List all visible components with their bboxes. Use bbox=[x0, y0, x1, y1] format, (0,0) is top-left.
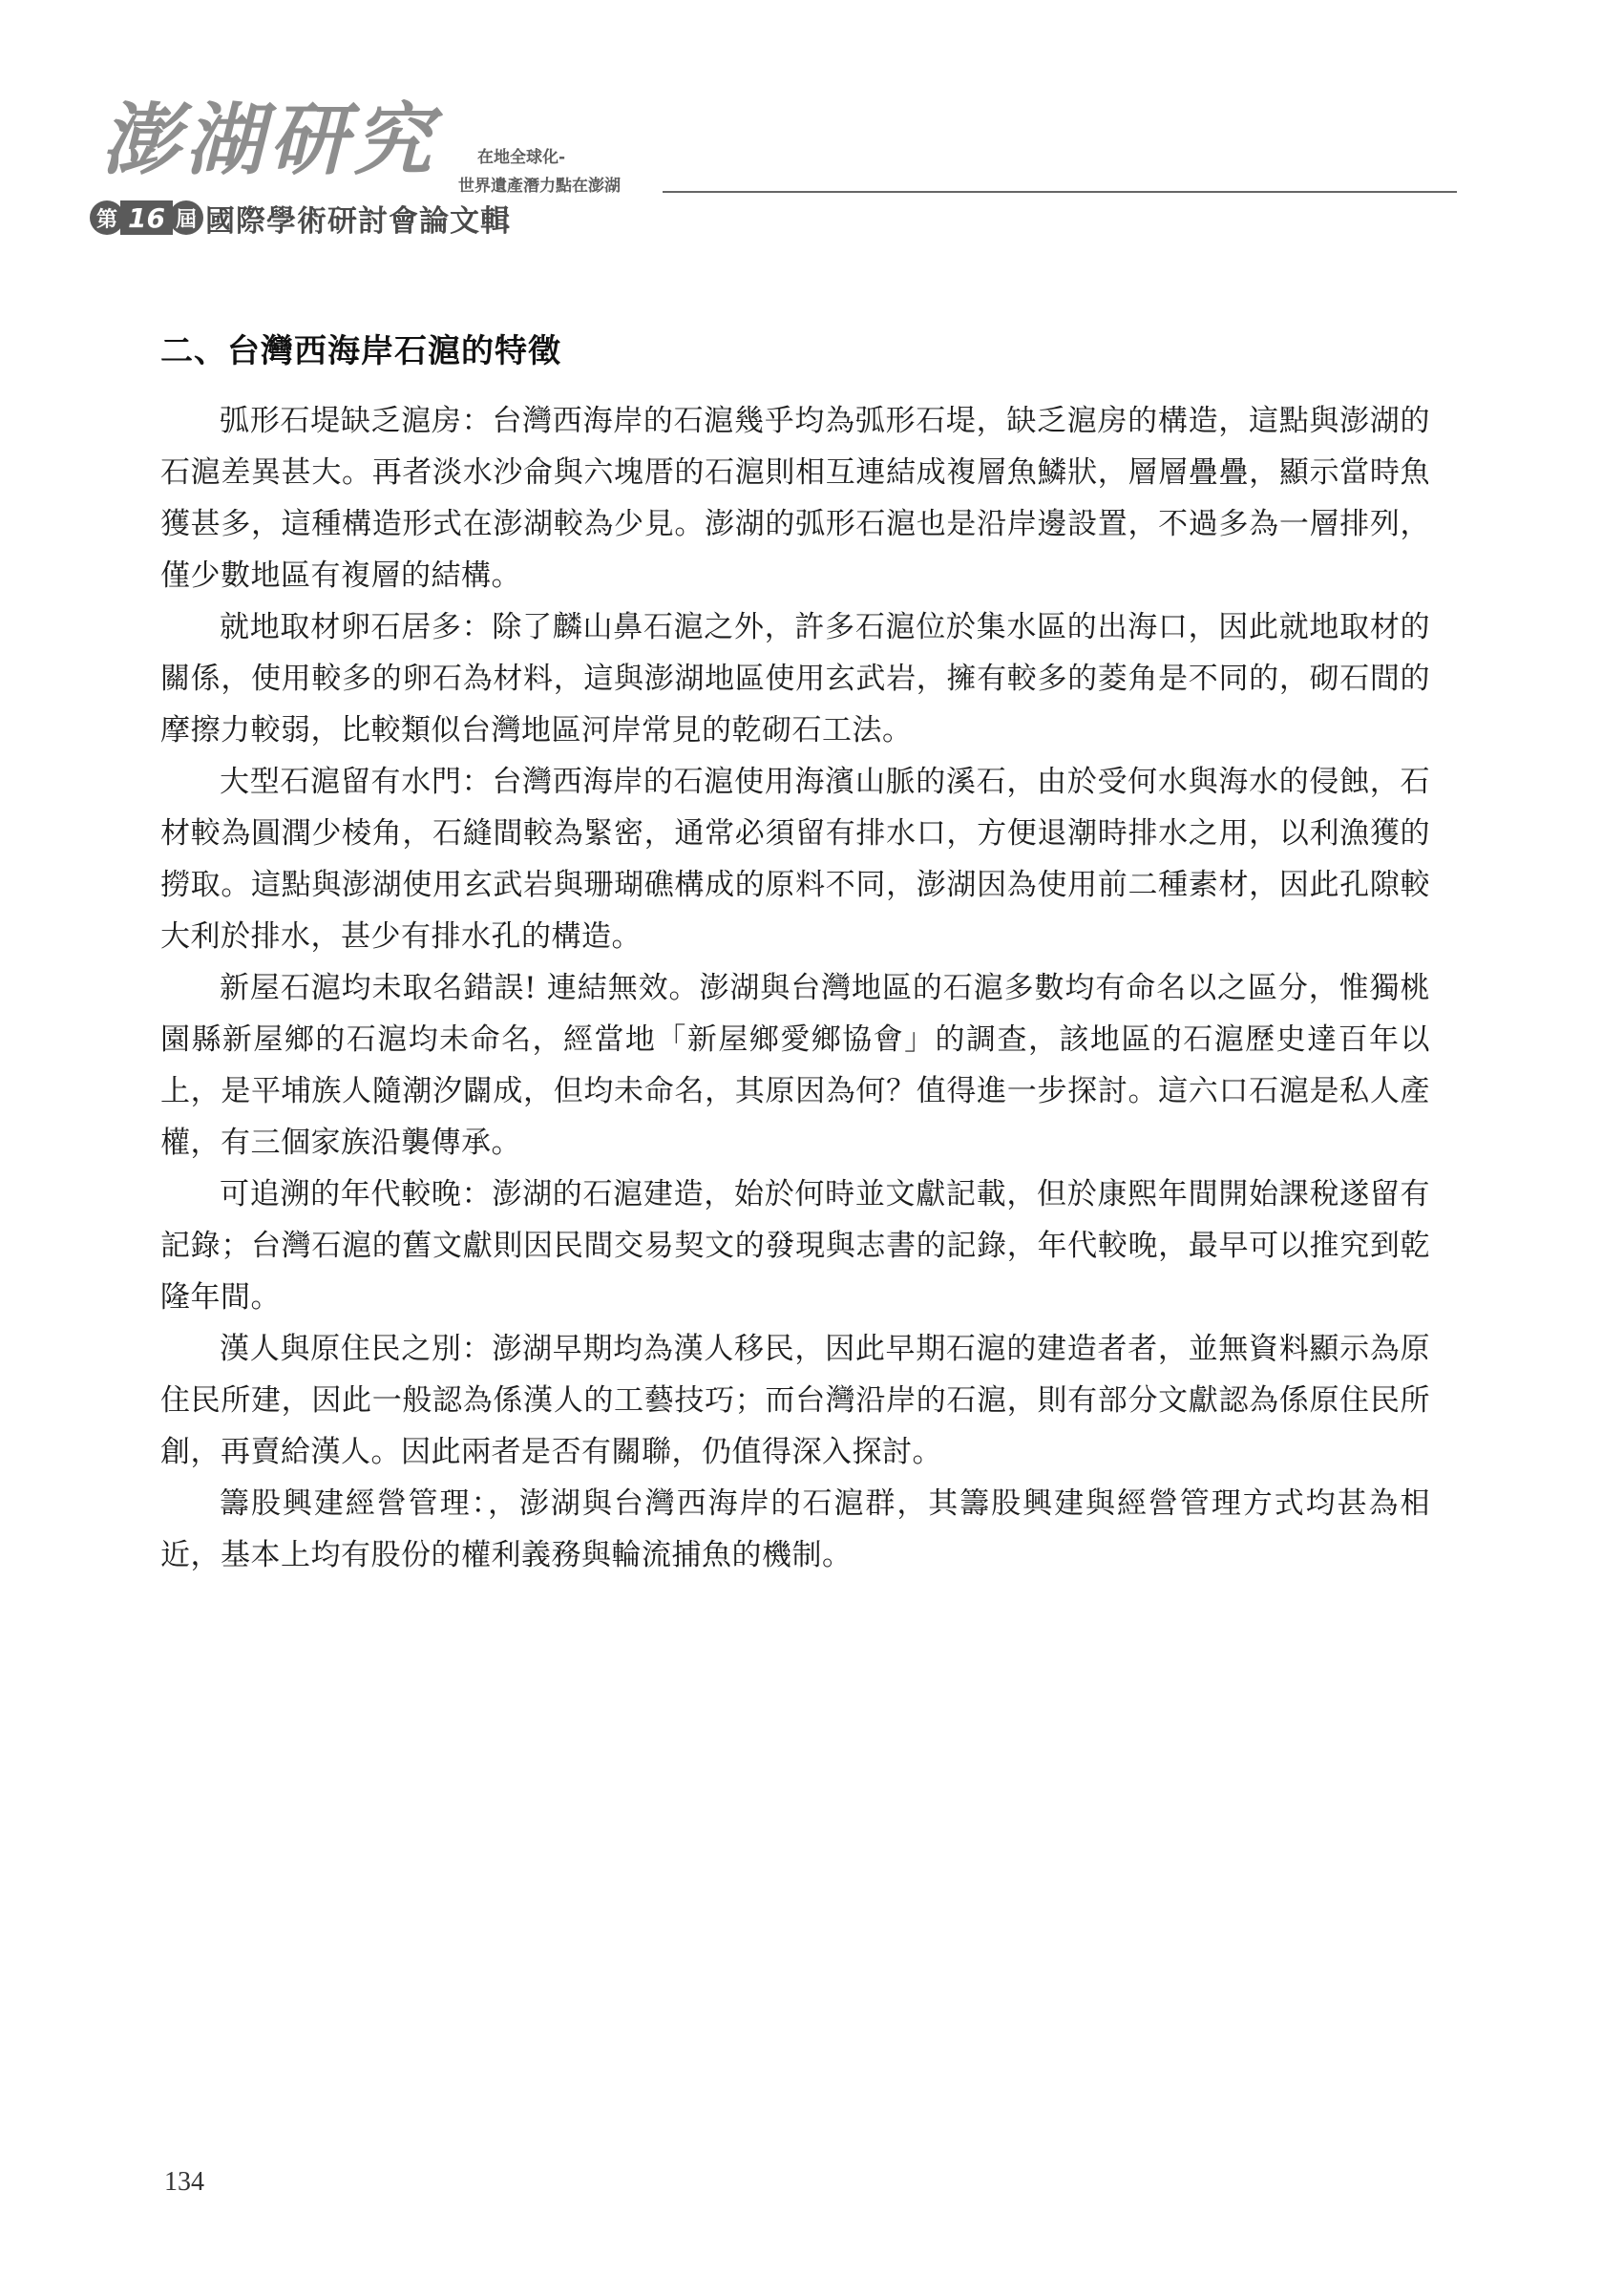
page-number: 134 bbox=[164, 2167, 204, 2197]
running-header bbox=[0, 0, 1623, 248]
paragraph-lead: 大型石滬留有水門： bbox=[220, 765, 493, 799]
paragraph-body: 台灣西海岸的石滬使用海濱山脈的溪石，由於受何水與海水的侵蝕，石材較為圓潤少棱角，石縫間較為緊密，通常必須留有排水口，方便退潮時排水之用，以利漁獲的撈取。這點與澎湖使用玄武岩與珊瑚礁構成的原料不同，澎湖因為使用前二種素材，因此孔隙較大利於排水，甚少有排水孔的構造。 bbox=[160, 765, 1431, 954]
body-text bbox=[160, 395, 1430, 1581]
tagline-line-1: 在地全球化- bbox=[477, 148, 566, 167]
paragraph-lead: 就地取材卵石居多： bbox=[220, 610, 493, 644]
badge-number: 16 bbox=[120, 200, 173, 235]
badge-prefix: 第 bbox=[90, 200, 124, 235]
paragraph-lead: 籌股興建經營管理： bbox=[220, 1486, 489, 1521]
section-heading: 二、台灣西海岸石滬的特徵 bbox=[160, 332, 561, 370]
journal-title: 澎湖研究 bbox=[101, 95, 437, 186]
paragraph-water-gate bbox=[160, 756, 1430, 962]
paragraph-han-indigenous bbox=[160, 1323, 1430, 1478]
paragraph-body: ，澎湖與台灣西海岸的石滬群，其籌股興建與經營管理方式均甚為相近，基本上均有股份的權利義務與輪流捕魚的機制。 bbox=[160, 1486, 1431, 1572]
paragraph-body: 澎湖與台灣地區的石滬多數均有命名以之區分，惟獨桃園縣新屋鄉的石滬均未命名，經當地「新屋鄉愛鄉協會」的調查，該地區的石滬歷史達百年以上，是平埔族人隨潮汐闢成，但均未命名，其原因為何？值得進一步探討。這六口石滬是私人產權，有三個家族沿襲傳承。 bbox=[160, 971, 1430, 1160]
paragraph-dating bbox=[160, 1169, 1430, 1323]
paragraph-lead: 新屋石滬均未取名錯誤! 連結無效。 bbox=[220, 971, 700, 1005]
header-divider bbox=[663, 191, 1457, 193]
badge-suffix: 屆 bbox=[169, 200, 203, 235]
conference-tagline bbox=[458, 143, 621, 200]
edition-badge bbox=[90, 200, 203, 236]
journal-subtitle bbox=[90, 199, 511, 237]
paragraph-local-materials bbox=[160, 601, 1430, 756]
paragraph-body: 澎湖的石滬建造，始於何時並文獻記載，但於康熙年間開始課稅遂留有記錄；台灣石滬的舊文獻則因民間交易契文的發現與志書的記錄，年代較晚，最早可以推究到乾隆年間。 bbox=[160, 1177, 1431, 1315]
paragraph-management bbox=[160, 1478, 1430, 1581]
paragraph-arc-embankment bbox=[160, 395, 1430, 601]
paragraph-body: 台灣西海岸的石滬幾乎均為弧形石堤，缺乏滬房的構造，這點與澎湖的石滬差異甚大。再者淡水沙侖與六塊厝的石滬則相互連結成複層魚鱗狀，層層疊疊，顯示當時魚獲甚多，這種構造形式在澎湖較為少見。澎湖的弧形石滬也是沿岸邊設置，不過多為一層排列，僅少數地區有複層的結構。 bbox=[160, 404, 1431, 593]
tagline-line-2: 世界遺產潛力點在澎湖 bbox=[458, 177, 621, 196]
subtitle-text: 國際學術研討會論文輯 bbox=[204, 203, 511, 239]
paragraph-lead: 漢人與原住民之別： bbox=[220, 1332, 493, 1366]
paragraph-lead: 可追溯的年代較晚： bbox=[220, 1177, 493, 1211]
paragraph-body: 澎湖早期均為漢人移民，因此早期石滬的建造者者，並無資料顯示為原住民所建，因此一般認為係漢人的工藝技巧；而台灣沿岸的石滬，則有部分文獻認為係原住民所創，再賣給漢人。因此兩者是否有關聯，仍值得深入探討。 bbox=[160, 1332, 1431, 1469]
paragraph-lead: 弧形石堤缺乏滬房： bbox=[220, 404, 493, 438]
paragraph-body: 除了麟山鼻石滬之外，許多石滬位於集水區的出海口，因此就地取材的關係，使用較多的卵石為材料，這與澎湖地區使用玄武岩，擁有較多的菱角是不同的，砌石間的摩擦力較弱，比較類似台灣地區河岸常見的乾砌石工法。 bbox=[160, 610, 1431, 748]
paragraph-unnamed-weirs bbox=[160, 962, 1430, 1169]
